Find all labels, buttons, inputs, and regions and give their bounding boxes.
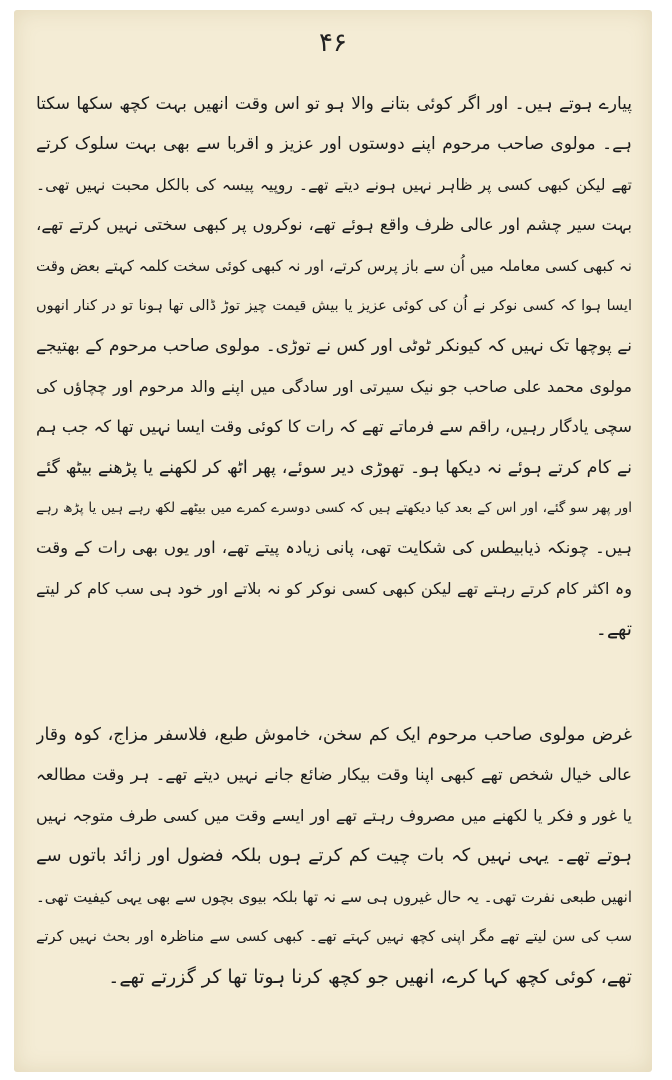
page-number: ۴۶ xyxy=(319,28,347,58)
text-line: سچی یادگار رہیں، راقم سے فرماتے تھے کہ رات کا کوئی وقت ایسا نہیں تھا کہ جب ہم xyxy=(36,417,632,437)
text-line: ہیں۔ چونکہ ذیابیطس کی شکایت تھی، پانی زیادہ پیتے تھے، اور یوں بھی رات کے وقت xyxy=(36,538,632,558)
text-line: انھیں طبعی نفرت تھی۔ یہ حال غیروں ہی سے نہ تھا بلکہ بیوی بچوں سے بھی یہی کیفیت تھی۔ xyxy=(36,887,632,906)
text-line: عالی خیال شخص تھے کبھی اپنا وقت بیکار ضائع جانے نہیں دیتے تھے۔ ہر وقت مطالعہ xyxy=(36,765,632,785)
paragraph-2 xyxy=(36,715,632,998)
text-line: غرض مولوی صاحب مرحوم ایک کم سخن، خاموش طبع، فلاسفر مزاج، کوہ وقار xyxy=(36,725,632,745)
text-line: وہ اکثر کام کرتے رہتے تھے لیکن کبھی کسی نوکر کو نہ بلاتے اور خود ہی سب کام کر لیتے xyxy=(36,578,632,598)
text-line: بہت سیر چشم اور عالی ظرف واقع ہوئے تھے، نوکروں پر کبھی سختی نہیں کرتے تھے، xyxy=(36,215,632,235)
text-line: ہوتے تھے۔ یہی نہیں کہ بات چیت کم کرتے ہوں بلکہ فضول اور زائد باتوں سے xyxy=(36,845,632,867)
text-line: یا غور و فکر یا لکھنے میں مصروف رہتے تھے اور ایسے وقت میں کسی طرف متوجہ نہیں xyxy=(36,805,632,825)
text-line: نے کام کرتے ہوئے نہ دیکھا ہو۔ تھوڑی دیر سوئے، پھر اٹھ کر لکھنے یا پڑھنے بیٹھ گئے xyxy=(36,457,632,478)
text-line: مولوی محمد علی صاحب جو نیک سیرتی اور سادگی میں اپنے والد مرحوم اور چچاؤں کی xyxy=(36,376,632,396)
text-line: اور پھر سو گئے، اور اس کے بعد کیا دیکھتے ہیں کہ کسی دوسرے کمرے میں بیٹھے لکھ رہے ہیں یا پڑھ رہے xyxy=(36,499,632,516)
book-page xyxy=(14,10,652,1072)
text-line: ایسا ہوا کہ کسی نوکر نے اُن کی کوئی عزیز یا بیش قیمت چیز توڑ ڈالی تھا ہونا تو در کنار انھوں xyxy=(36,297,632,314)
paragraph-1 xyxy=(36,84,632,649)
text-line: تھے۔ xyxy=(595,618,632,641)
text-line: سب کی سن لیتے تھے مگر اپنی کچھ نہیں کہتے تھے۔ کبھی کسی سے مناظرہ اور بحث نہیں کرتے xyxy=(36,928,632,945)
text-line: نے پوچھا تک نہیں کہ کیونکر ٹوٹی اور کس نے توڑی۔ مولوی صاحب مرحوم کے بھتیجے xyxy=(36,336,632,357)
text-line: تھے، کوئی کچھ کہا کرے، انھیں جو کچھ کرنا ہوتا تھا کر گزرتے تھے۔ xyxy=(108,966,632,989)
text-line: ہے۔ مولوی صاحب مرحوم اپنے دوستوں اور عزیز و اقربا سے بھی بہت سلوک کرتے xyxy=(36,134,632,155)
text-line: پیارے ہوتے ہیں۔ اور اگر کوئی بتانے والا ہو تو اس وقت انھیں بہت کچھ سکھا سکتا xyxy=(36,94,632,114)
text-line: تھے لیکن کبھی کسی پر ظاہر نہیں ہونے دیتے تھے۔ روپیہ پیسہ کی بالکل محبت نہیں تھی۔ xyxy=(36,175,632,194)
text-line: نہ کبھی کسی معاملہ میں اُن سے باز پرس کرتے، اور نہ کبھی کوئی سخت کلمہ کہتے بعض وقت xyxy=(36,256,632,275)
